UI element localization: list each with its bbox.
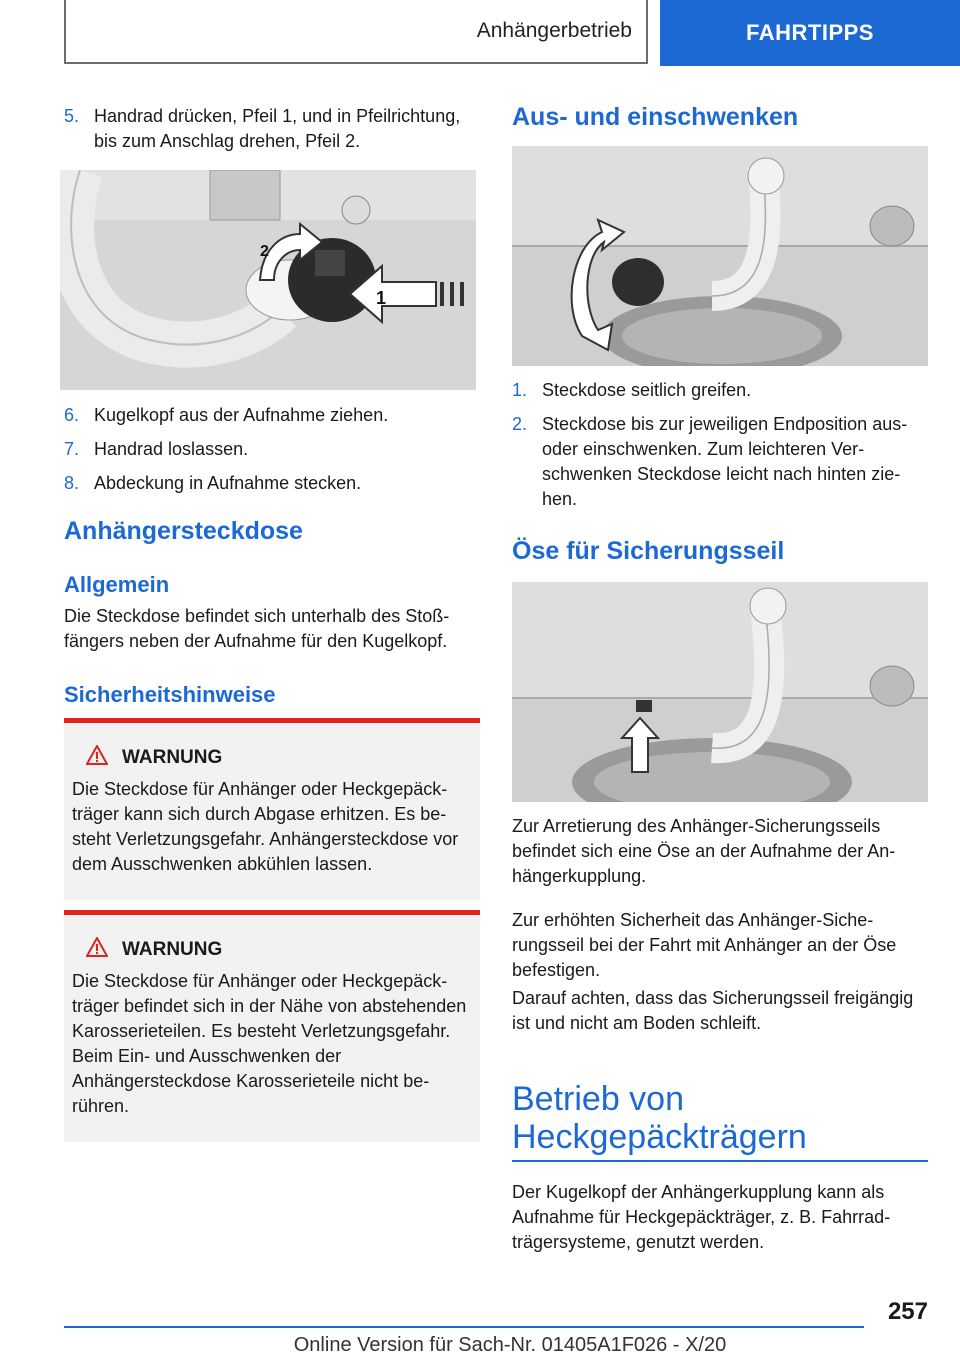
warning-text: Die Steckdose für Anhänger oder Heckgepäckträger befindet sich in der Nähe von abstehenden Karosserieteilen. Es besteht Verletzungsgefahr. Beim Ein- und Ausschwenken der Anhängersteckdose Karosserieteile nicht berühren. (72, 971, 467, 1116)
steps-swing (512, 378, 928, 512)
step-text: Steckdose bis zur jeweiligen Endposition aus- oder einschwenken. Zum leichteren Verschwenken Steckdose leicht nach hinten ziehen. (542, 414, 908, 509)
header-section-title (64, 0, 648, 64)
arrow-label-2: 2 (260, 243, 269, 260)
carrier-text: Der Kugelkopf der Anhängerkupplung kann als Aufnahme für Heckgepäckträger, z. B. Fahrradträgersysteme, genutzt werden. (512, 1182, 891, 1252)
heading-carrier: Betrieb von Heckgepäckträgern (512, 1080, 928, 1162)
illustration-safety-eye (512, 582, 928, 802)
step-8 (64, 471, 480, 496)
footer-rule (64, 1326, 864, 1328)
step-number: 1. (512, 380, 528, 400)
eye-text-2: Zur erhöhten Sicherheit das Anhänger-Sicherungsseil bei der Fahrt mit Anhänger an der Öse befestigen. (512, 910, 897, 980)
heading-eye: Öse für Sicherungsseil (512, 537, 785, 565)
general-text: Die Steckdose befindet sich unterhalb des Stoßfängers neben der Aufnahme für den Kugelkopf. (64, 606, 450, 651)
step-5 (64, 104, 480, 154)
warning-triangle-icon (86, 937, 108, 963)
eye-text-3: Darauf achten, dass das Sicherungsseil freigängig ist und nicht am Boden schleift. (512, 988, 914, 1033)
heading-safety: Sicherheitshinweise (64, 682, 276, 707)
arrow-label-1: 1 (376, 288, 387, 308)
page-number: 257 (887, 1298, 928, 1325)
warning-label: WARNUNG (122, 939, 223, 960)
step-text: Handrad loslassen. (94, 439, 249, 459)
chapter-label: FAHRTIPPS (746, 20, 874, 45)
heading-socket: Anhängersteckdose (64, 517, 303, 545)
step-1 (512, 378, 928, 403)
heading-swing: Aus- und einschwenken (512, 103, 799, 131)
section-label: Anhängerbetrieb (476, 19, 632, 42)
steps-6-8 (64, 403, 480, 496)
step-2 (512, 412, 928, 512)
step-number: 6. (64, 405, 80, 425)
illustration-swing-socket (512, 146, 928, 366)
step-number: 5. (64, 106, 80, 126)
chapter-tab (660, 0, 960, 66)
illustration-handwheel (60, 170, 476, 390)
warning-box-2 (64, 910, 480, 1142)
warning-text: Die Steckdose für Anhänger oder Heckgepäckträger kann sich durch Abgase erhitzen. Es besteht Verletzungsgefahr. Anhängersteckdose vor dem Ausschwenken abkühlen lassen. (72, 779, 459, 874)
step-text: Kugelkopf aus der Aufnahme ziehen. (94, 405, 389, 425)
step-7 (64, 437, 480, 462)
warning-triangle-icon (86, 745, 108, 771)
warning-box-1 (64, 718, 480, 900)
warning-title (86, 937, 470, 963)
heading-general: Allgemein (64, 572, 170, 597)
step-number: 8. (64, 473, 80, 493)
step-number: 2. (512, 414, 528, 434)
step-6 (64, 403, 480, 428)
warning-label: WARNUNG (122, 747, 223, 768)
step-text: Abdeckung in Aufnahme stecken. (94, 473, 362, 493)
warning-title (86, 745, 470, 771)
step-number: 7. (64, 439, 80, 459)
step-text: Steckdose seitlich greifen. (542, 380, 752, 400)
step-text: Handrad drücken, Pfeil 1, und in Pfeilrichtung, bis zum Anschlag drehen, Pfeil 2. (94, 106, 461, 151)
eye-text-1: Zur Arretierung des Anhänger-Sicherungsseils befindet sich eine Öse an der Aufnahme der Anhängerkupplung. (512, 816, 896, 886)
online-version-text: Online Version für Sach-Nr. 01405A1F026 - X/20 (293, 1334, 727, 1356)
